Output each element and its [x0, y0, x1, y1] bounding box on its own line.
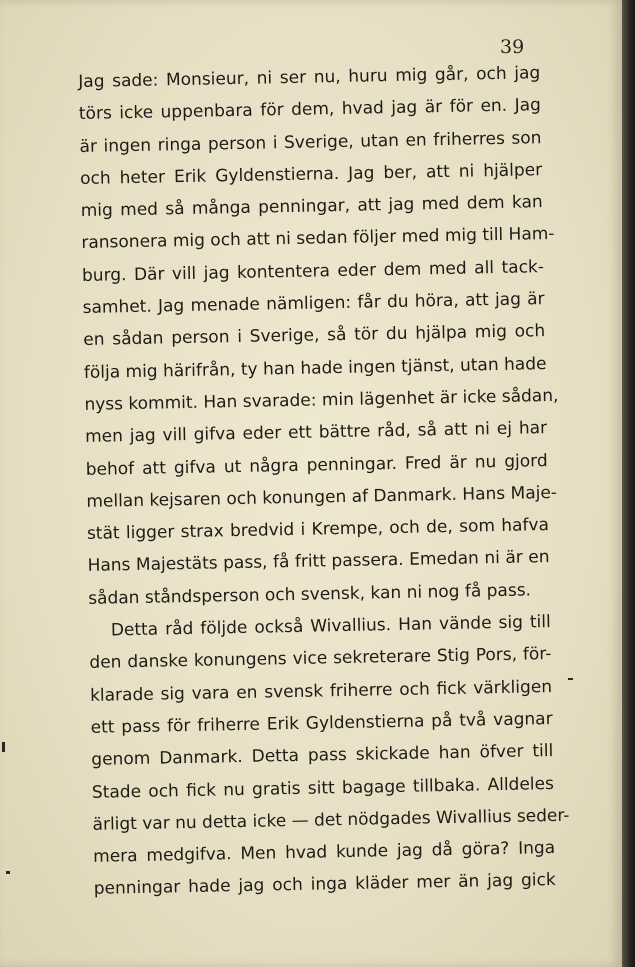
text-line: mellan kejsaren och konungen af Danmark. Hans Maje- [86, 482, 558, 512]
text-line: Hans Majestäts pass, få fritt passera. Emedan ni är en [87, 547, 550, 577]
text-line: nyss kommit. Han svarade: min lägenhet är icke sådan, [84, 385, 559, 415]
text-line: penningar hade jag och inga kläder mer än jag gick [93, 870, 556, 900]
text-line: ärligt var nu detta icke — det nödgades Wivallius seder- [92, 805, 570, 835]
text-line: mig med så många penningar, att jag med dem kan [80, 192, 543, 222]
text-line: ett pass för friherre Erik Gyldenstierna på två vagnar [90, 708, 553, 738]
margin-speck [568, 678, 573, 680]
text-line: klarade sig vara en svensk friherre och fick värkligen [89, 676, 553, 706]
text-line: ransonera mig och att ni sedan följer med mig till Ham- [81, 224, 555, 254]
text-line: behof att gifva ut några penningar. Fred är nu gjord [85, 450, 548, 480]
text-line: Jag sade: Monsieur, ni ser nu, huru mig går, och jag [78, 63, 541, 92]
text-line: Detta råd följde också Wivallius. Han vände sig till [110, 612, 551, 641]
text-line: men jag vill gifva eder ett bättre råd, så att ni ej har [84, 418, 548, 448]
text-line: och heter Erik Gyldenstierna. Jag ber, att ni hjälper [79, 160, 543, 189]
text-line: mera medgifva. Men hvad kunde jag då göra? Inga [92, 838, 556, 867]
text-line: Stade och fick nu gratis sitt bagage tillbaka. Alldeles [91, 773, 555, 803]
body-text [78, 57, 570, 938]
text-line: den danske konungens vice sekreterare Stig Pors, för- [89, 644, 552, 674]
page-number: 39 [500, 36, 525, 58]
text-line: samhet. Jag menade nämligen: får du höra, att jag är [82, 289, 545, 319]
page-edge-shadow [622, 0, 635, 967]
text-line: följa mig härifrån, ty han hade ingen tjänst, utan hade [83, 353, 547, 383]
text-line: genom Danmark. Detta pass skickade han öfver till [91, 741, 554, 771]
text-line: en sådan person i Sverige, så tör du hjälpa mig och [83, 321, 546, 351]
text-line: sådan ståndsperson och svensk, kan ni nog få pass. [88, 580, 532, 609]
margin-speck [6, 871, 10, 874]
text-line: törs icke uppenbara för dem, hvad jag är för en. Jag [78, 95, 542, 125]
margin-speck [2, 742, 5, 752]
text-line: är ingen ringa person i Sverige, utan en friherres son [79, 127, 542, 157]
text-line: burg. Där vill jag kontentera eder dem med all tack- [81, 256, 545, 286]
text-line: stät ligger strax bredvid i Krempe, och de, som hafva [86, 515, 550, 545]
